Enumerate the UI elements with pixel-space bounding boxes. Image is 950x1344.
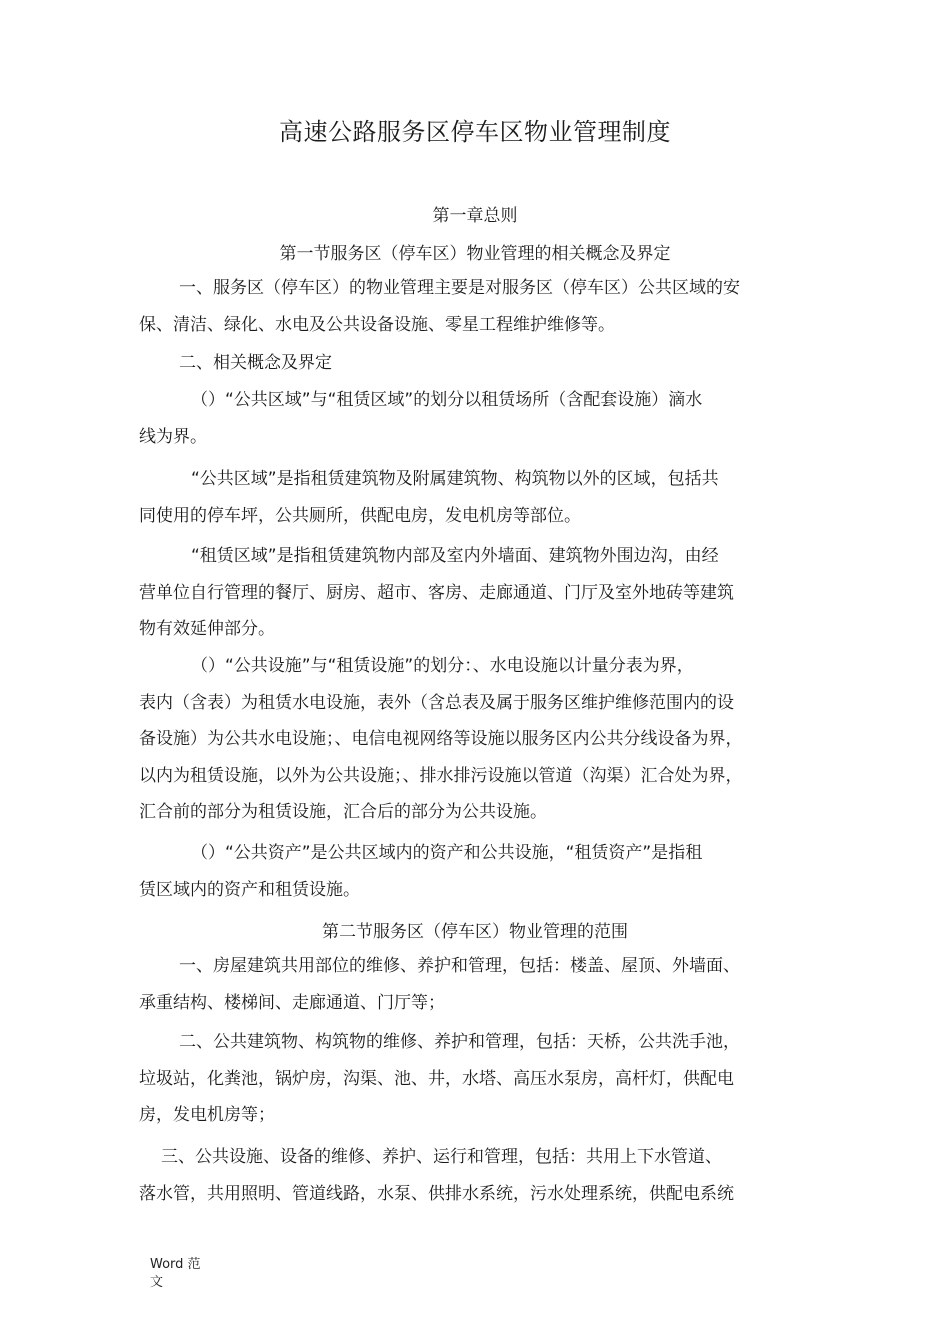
paragraph-line: 一、房屋建筑共用部位的维修、养护和管理，包括：楼盖、屋顶、外墙面、	[179, 956, 740, 976]
paragraph-3	[139, 382, 815, 455]
paragraph-line: 二、公共建筑物、构筑物的维修、养护和管理，包括：天桥，公共洗手池，	[179, 1032, 740, 1052]
paragraph-line: “公共区域”是指租赁建筑物及附属建筑物、构筑物以外的区域，包括共	[191, 469, 719, 489]
footer-label-line-2: 文	[150, 1275, 164, 1290]
paragraph-line: 表内（含表）为租赁水电设施，表外（含总表及属于服务区维护维修范围内的设	[139, 692, 734, 713]
chapter-heading: 第一章总则	[432, 206, 518, 226]
paragraph-7	[139, 835, 815, 908]
footer-label	[150, 1256, 210, 1292]
paragraph-line: 落水管，共用照明、管道线路，水泵、供排水系统，污水处理系统，供配电系统	[139, 1183, 734, 1204]
paragraph-line: 赁区域内的资产和租赁设施。	[139, 879, 360, 900]
section-heading-1: 第一节服务区（停车区）物业管理的相关概念及界定	[279, 244, 671, 264]
paragraph-line: （）“公共设施”与“租赁设施”的划分：、水电设施以计量分表为界，	[191, 656, 694, 676]
paragraph-line: 二、相关概念及界定	[179, 353, 332, 373]
paragraph-8	[139, 948, 815, 1021]
paragraph-line: “租赁区域”是指租赁建筑物内部及室内外墙面、建筑物外围边沟，由经	[191, 546, 719, 566]
paragraph-5	[139, 538, 815, 648]
paragraph-4	[139, 461, 815, 534]
paragraph-line: 保、清洁、绿化、水电及公共设备设施、零星工程维护维修等。	[139, 314, 615, 335]
paragraph-line: 备设施）为公共水电设施；、电信电视网络等设施以服务区内公共分线设备为界，	[139, 729, 743, 749]
paragraph-line: 线为界。	[139, 426, 207, 447]
paragraph-line: 汇合前的部分为租赁设施，汇合后的部分为公共设施。	[139, 802, 547, 822]
section-heading-2: 第二节服务区（停车区）物业管理的范围	[322, 922, 628, 942]
footer-label-line-1: Word 范	[150, 1257, 201, 1272]
document-title: 高速公路服务区停车区物业管理制度	[279, 118, 671, 146]
paragraph-2	[139, 345, 815, 382]
paragraph-line: 垃圾站，化粪池，锅炉房，沟渠、池、井，水塔、高压水泵房，高杆灯，供配电	[139, 1068, 734, 1089]
paragraph-line: （）“公共资产”是公共区域内的资产和公共设施，“租赁资产”是指租	[191, 843, 703, 863]
paragraph-line: 营单位自行管理的餐厅、厨房、超市、客房、走廊通道、门厅及室外地砖等建筑	[139, 582, 734, 603]
paragraph-10	[139, 1139, 815, 1212]
paragraph-line: 三、公共设施、设备的维修、养护、运行和管理，包括：共用上下水管道、	[161, 1147, 722, 1167]
paragraph-line: 一、服务区（停车区）的物业管理主要是对服务区（停车区）公共区域的安	[179, 278, 740, 298]
paragraph-line: 物有效延伸部分。	[139, 619, 275, 639]
paragraph-line: 房，发电机房等；	[139, 1105, 275, 1125]
paragraph-9	[139, 1024, 815, 1134]
paragraph-line: （）“公共区域”与“租赁区域”的划分以租赁场所（含配套设施）滴水	[191, 390, 703, 410]
paragraph-line: 以内为租赁设施，以外为公共设施；、排水排污设施以管道（沟渠）汇合处为界，	[139, 765, 743, 786]
paragraph-1	[139, 270, 815, 343]
paragraph-line: 承重结构、楼梯间、走廊通道、门厅等；	[139, 992, 445, 1013]
paragraph-6	[139, 648, 815, 831]
paragraph-line: 同使用的停车坪，公共厕所，供配电房，发电机房等部位。	[139, 505, 581, 526]
